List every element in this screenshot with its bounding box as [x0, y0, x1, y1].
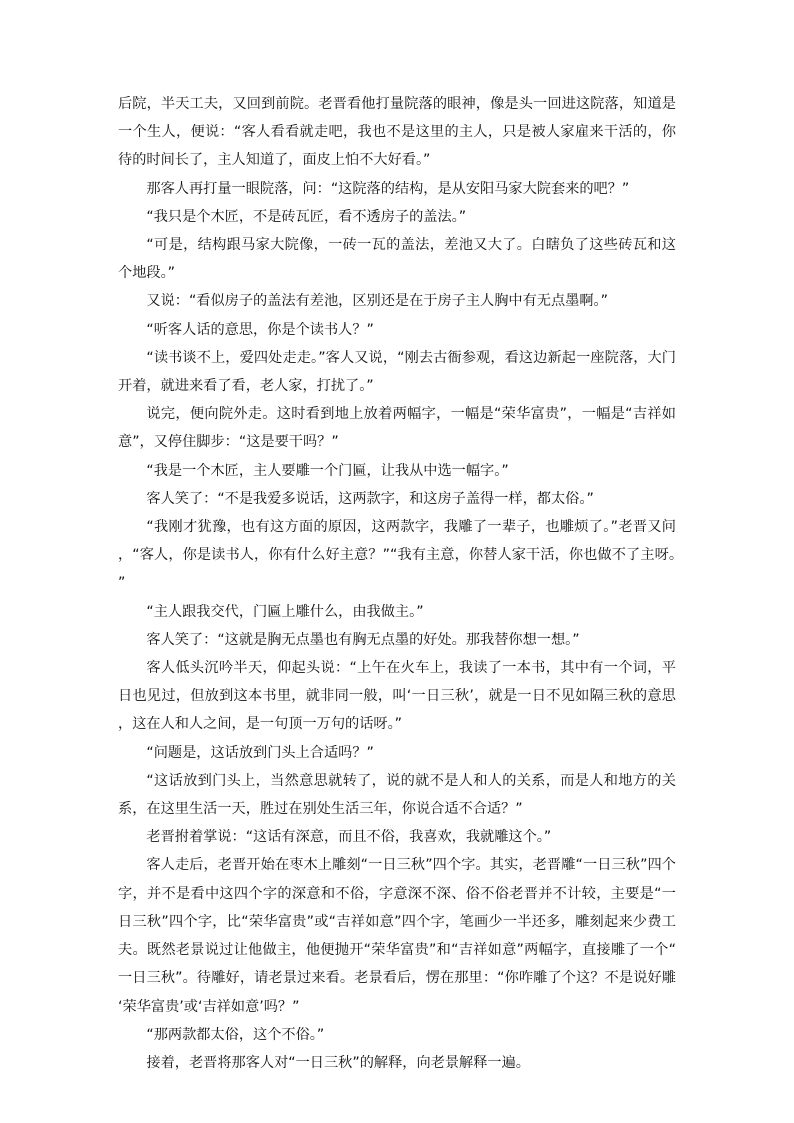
paragraph-13: 客人笑了：“这就是胸无点墨也有胸无点墨的好处。那我替你想一想。” — [146, 631, 580, 648]
paragraph-18: 客人走后，老晋开始在枣木上雕刻“一日三秋”四个字。其实，老晋雕“一日三秋”四个字，并不是看中这四个字的深意和不俗，字意深不深、俗不俗老晋并不计较，主要是“一日三秋”四个字，比“荣华富贵”或“吉祥如意”四个字，笔画少一半还多，雕刻起来少费工夫。既然老景说过让他做主，他便抛开“荣华富贵”和“吉祥如意”两幅字，直接雕了一个“一日三秋”。待雕好，请老景过来看。老景看后，愣在那里：“你咋雕了个这？不是说好雕‘荣华富贵’或‘吉祥如意’吗？” — [118, 857, 676, 1015]
paragraph-10: 客人笑了：“不是我爱多说话，这两款字，和这房子盖得一样，都太俗。” — [146, 490, 594, 507]
paragraph-4: “可是，结构跟马家大院像，一砖一瓦的盖法，差池又大了。白瞎负了这些砖瓦和这个地段。” — [118, 237, 676, 282]
paragraph-5: 又说：“看似房子的盖法有差池，区别还是在于房子主人胸中有无点墨啊。” — [146, 293, 608, 310]
paragraph-3: “我只是个木匠，不是砖瓦匠，看不透房子的盖法。” — [146, 208, 467, 225]
article-body — [118, 90, 676, 1077]
paragraph-20: 接着，老晋将那客人对“一日三秋”的解释，向老景解释一遍。 — [146, 1054, 530, 1071]
paragraph-2: 那客人再打量一眼院落，问：“这院落的结构，是从安阳马家大院套来的吧？” — [146, 180, 630, 197]
paragraph-15: “问题是，这话放到门头上合适吗？” — [146, 744, 374, 761]
paragraph-9: “我是一个木匠，主人要雕一个门匾，让我从中选一幅字。” — [146, 462, 509, 479]
paragraph-6: “听客人话的意思，你是个读书人？” — [146, 321, 374, 338]
paragraph-11: “我刚才犹豫，也有这方面的原因，这两款字，我雕了一辈子，也雕烦了。”老晋又问，“客人，你是读书人，你有什么好主意？”“我有主意，你替人家干活，你也做不了主呀。” — [118, 519, 676, 592]
paragraph-19: “那两款都太俗，这个不俗。” — [146, 1026, 325, 1043]
paragraph-12: “主人跟我交代，门匾上雕什么，由我做主。” — [146, 603, 424, 620]
paragraph-16: “这话放到门头上，当然意思就转了，说的就不是人和人的关系，而是人和地方的关系，在这里生活一天，胜过在别处生活三年，你说合适不合适？” — [118, 772, 676, 818]
paragraph-8: 说完，便向院外走。这时看到地上放着两幅字，一幅是“荣华富贵”，一幅是“吉祥如意”，又停住脚步：“这是要干吗？” — [118, 406, 676, 451]
paragraph-7: “读书谈不上，爱四处走走。”客人又说，“刚去古衙参观，看这边新起一座院落，大门开着，就进来看了看，老人家，打扰了。” — [118, 349, 676, 395]
paragraph-14: 客人低头沉吟半天，仰起头说：“上午在火车上，我读了一本书，其中有一个词，平日也见过，但放到这本书里，就非同一般，叫‘一日三秋’，就是一日不见如隔三秋的意思，这在人和人之间，是一句顶一万句的话呀。” — [118, 660, 676, 733]
paragraph-1: 后院，半天工夫，又回到前院。老晋看他打量院落的眼神，像是头一回进这院落，知道是一个生人，便说：“客人看看就走吧，我也不是这里的主人，只是被人家雇来干活的，你待的时间长了，主人知道了，面皮上怕不大好看。” — [118, 96, 676, 169]
paragraph-17: 老晋拊着掌说：“这话有深意，而且不俗，我喜欢，我就雕这个。” — [146, 829, 552, 846]
